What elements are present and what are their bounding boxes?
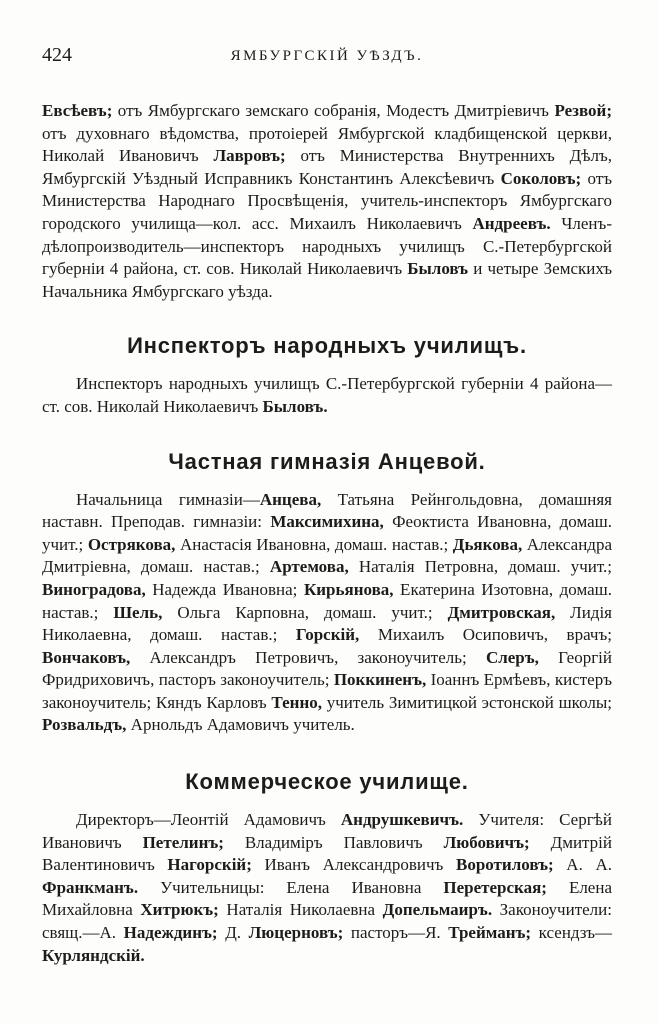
page-number: 424 (42, 44, 72, 66)
person-surname: Дмитровская, (447, 602, 556, 622)
running-header (42, 44, 612, 74)
text-run: Анастасія Ивановна, домаш. настав.; (175, 534, 453, 554)
text-run: Инспекторъ народныхъ училищъ С.-Петербургской губерніи 4 района—ст. сов. Николай Николаевичъ (42, 374, 612, 416)
person-surname: Евсѣевъ; (42, 101, 113, 120)
text-run: Александръ Петровичъ, законоучитель; (130, 647, 486, 667)
text-run: А. А. (553, 855, 612, 875)
text-run: Михаилъ Осиповичъ, врачъ; (359, 625, 613, 645)
person-surname: Дьякова, (452, 534, 523, 554)
section-body-commercial (42, 809, 612, 967)
text-run: и четыре Земскихъ Начальника Ямбургскаго уѣзда. (42, 259, 612, 301)
person-surname: Нагорскій; (167, 855, 252, 875)
text-run: Татьяна Рейнгольдовна, домашняя наставн. Преподав. гимназіи: (42, 489, 613, 532)
person-surname: Поккиненъ, (333, 670, 427, 690)
person-surname: Курляндскій. (42, 945, 145, 965)
section-body-inspector (42, 373, 612, 418)
text-run: отъ Ямбургскаго земскаго собранія, Модестъ Дмитріевичъ (112, 101, 555, 120)
person-surname: Лавровъ; (213, 146, 286, 166)
intro-paragraph (42, 100, 612, 303)
person-surname: Петелинъ; (142, 832, 224, 852)
text-run: отъ Министерства Народнаго Просвѣщенія, учитель-инспекторъ Ямбургскаго городского училища—кол. асс. Михаилъ Николаевичъ (42, 168, 612, 233)
person-surname: Надеждинъ; (123, 923, 218, 943)
person-surname: Хитрюкъ; (140, 900, 219, 920)
person-surname: Воротиловъ; (455, 855, 554, 875)
text-run: Иванъ Александровичъ (251, 855, 456, 875)
text-run: Владиміръ Павловичъ (223, 832, 444, 852)
section-heading-gymnasium: Частная гимназія Анцевой. (168, 448, 486, 474)
text-run: Ольга Карповна, домаш. учит.; (162, 602, 448, 622)
person-surname: Артемова, (269, 557, 349, 577)
text-run: Феоктиста Ивановна, домаш. учит.; (42, 512, 612, 554)
text-run: учитель Зимитицкой эстонской школы; (322, 692, 612, 712)
text-run: Дмитрій Валентиновичъ (42, 832, 613, 875)
person-surname: Любовичъ; (443, 832, 530, 852)
text-run: Учителя: Сергѣй Ивановичъ (42, 810, 612, 852)
person-surname: Шель, (113, 602, 163, 622)
person-surname: Андрушкевичъ. (340, 810, 464, 830)
person-surname: Анцева, (259, 489, 322, 509)
person-surname: Трейманъ; (448, 923, 532, 943)
text-run: Наталія Николаевна (218, 900, 383, 920)
text-run: Елена Михайловна (42, 877, 612, 920)
person-surname: Резвой; (554, 101, 612, 120)
person-surname: Розвальдъ, (42, 715, 127, 735)
person-surname: Быловъ (407, 259, 469, 279)
text-run: Директоръ—Леонтій Адамовичъ (76, 810, 341, 830)
person-surname: Люцерновъ; (248, 923, 344, 943)
text-run: Наталія Петровна, домаш. учит.; (348, 557, 612, 577)
text-run: Учительницы: Елена Ивановна (138, 877, 444, 897)
person-surname: Соколовъ; (500, 168, 582, 188)
text-run: Іоаннъ Ермѣевъ, кистеръ законоучитель; Кяндъ Карловъ (42, 670, 613, 712)
text-run: Екатерина Изотовна, домаш. настав.; (42, 579, 613, 622)
text-run: Арнольдъ Адамовичъ учитель. (126, 715, 355, 735)
section-heading-inspector: Инспекторъ народныхъ училищъ. (127, 333, 527, 359)
text-run: Д. (217, 923, 249, 943)
person-surname: Тенно, (271, 692, 322, 712)
person-surname: Горскій, (295, 625, 360, 645)
text-run: отъ духовнаго вѣдомства, протоіерей Ямбургской кладбищенской церкви, Николай Ивановичъ (42, 123, 612, 166)
text-run: Георгій Фридриховичъ, пасторъ законоучитель; (42, 647, 612, 690)
text-run: отъ Министерства Внутреннихъ Дѣлъ, Ямбургскій Уѣздный Исправникъ Константинъ Алексѣевичъ (42, 146, 612, 188)
text-run: Начальница гимназіи— (76, 489, 260, 509)
person-surname: Вончаковъ, (42, 647, 131, 667)
person-surname: Максимихина, (270, 512, 384, 532)
book-page (42, 44, 612, 967)
person-surname: Франкманъ. (42, 877, 139, 897)
section-heading-commercial: Коммерческое училище. (185, 769, 469, 795)
person-surname: Перетерская; (443, 877, 547, 897)
text-run: пасторъ—Я. (343, 923, 449, 943)
section-body-gymnasium (42, 489, 612, 738)
text-run: Надежда Ивановна; (145, 579, 304, 599)
text-run: Членъ-дѣлопроизводитель—инспекторъ народныхъ училищъ С.-Петербургской губерніи 4 района, ст. сов. Николай Николаевичъ (42, 213, 612, 279)
person-surname: Андреевъ. (472, 213, 551, 233)
person-surname: Виноградова, (42, 579, 146, 599)
person-surname: Кирьянова, (303, 579, 394, 599)
text-run: Лидія Николаевна, домаш. настав.; (42, 602, 612, 645)
person-surname: Допельмаиръ. (382, 900, 493, 920)
text-run: ксендзъ— (531, 923, 612, 943)
text-run: Законоучители: свящ.—А. (42, 900, 612, 943)
text-run: Александра Дмитріевна, домаш. настав.; (42, 534, 613, 577)
person-surname: Острякова, (87, 534, 176, 554)
person-surname: Слеръ, (485, 647, 539, 667)
running-title: ЯМБУРГСКІЙ УѢЗДЪ. (230, 48, 424, 64)
person-surname: Быловъ. (262, 396, 328, 416)
